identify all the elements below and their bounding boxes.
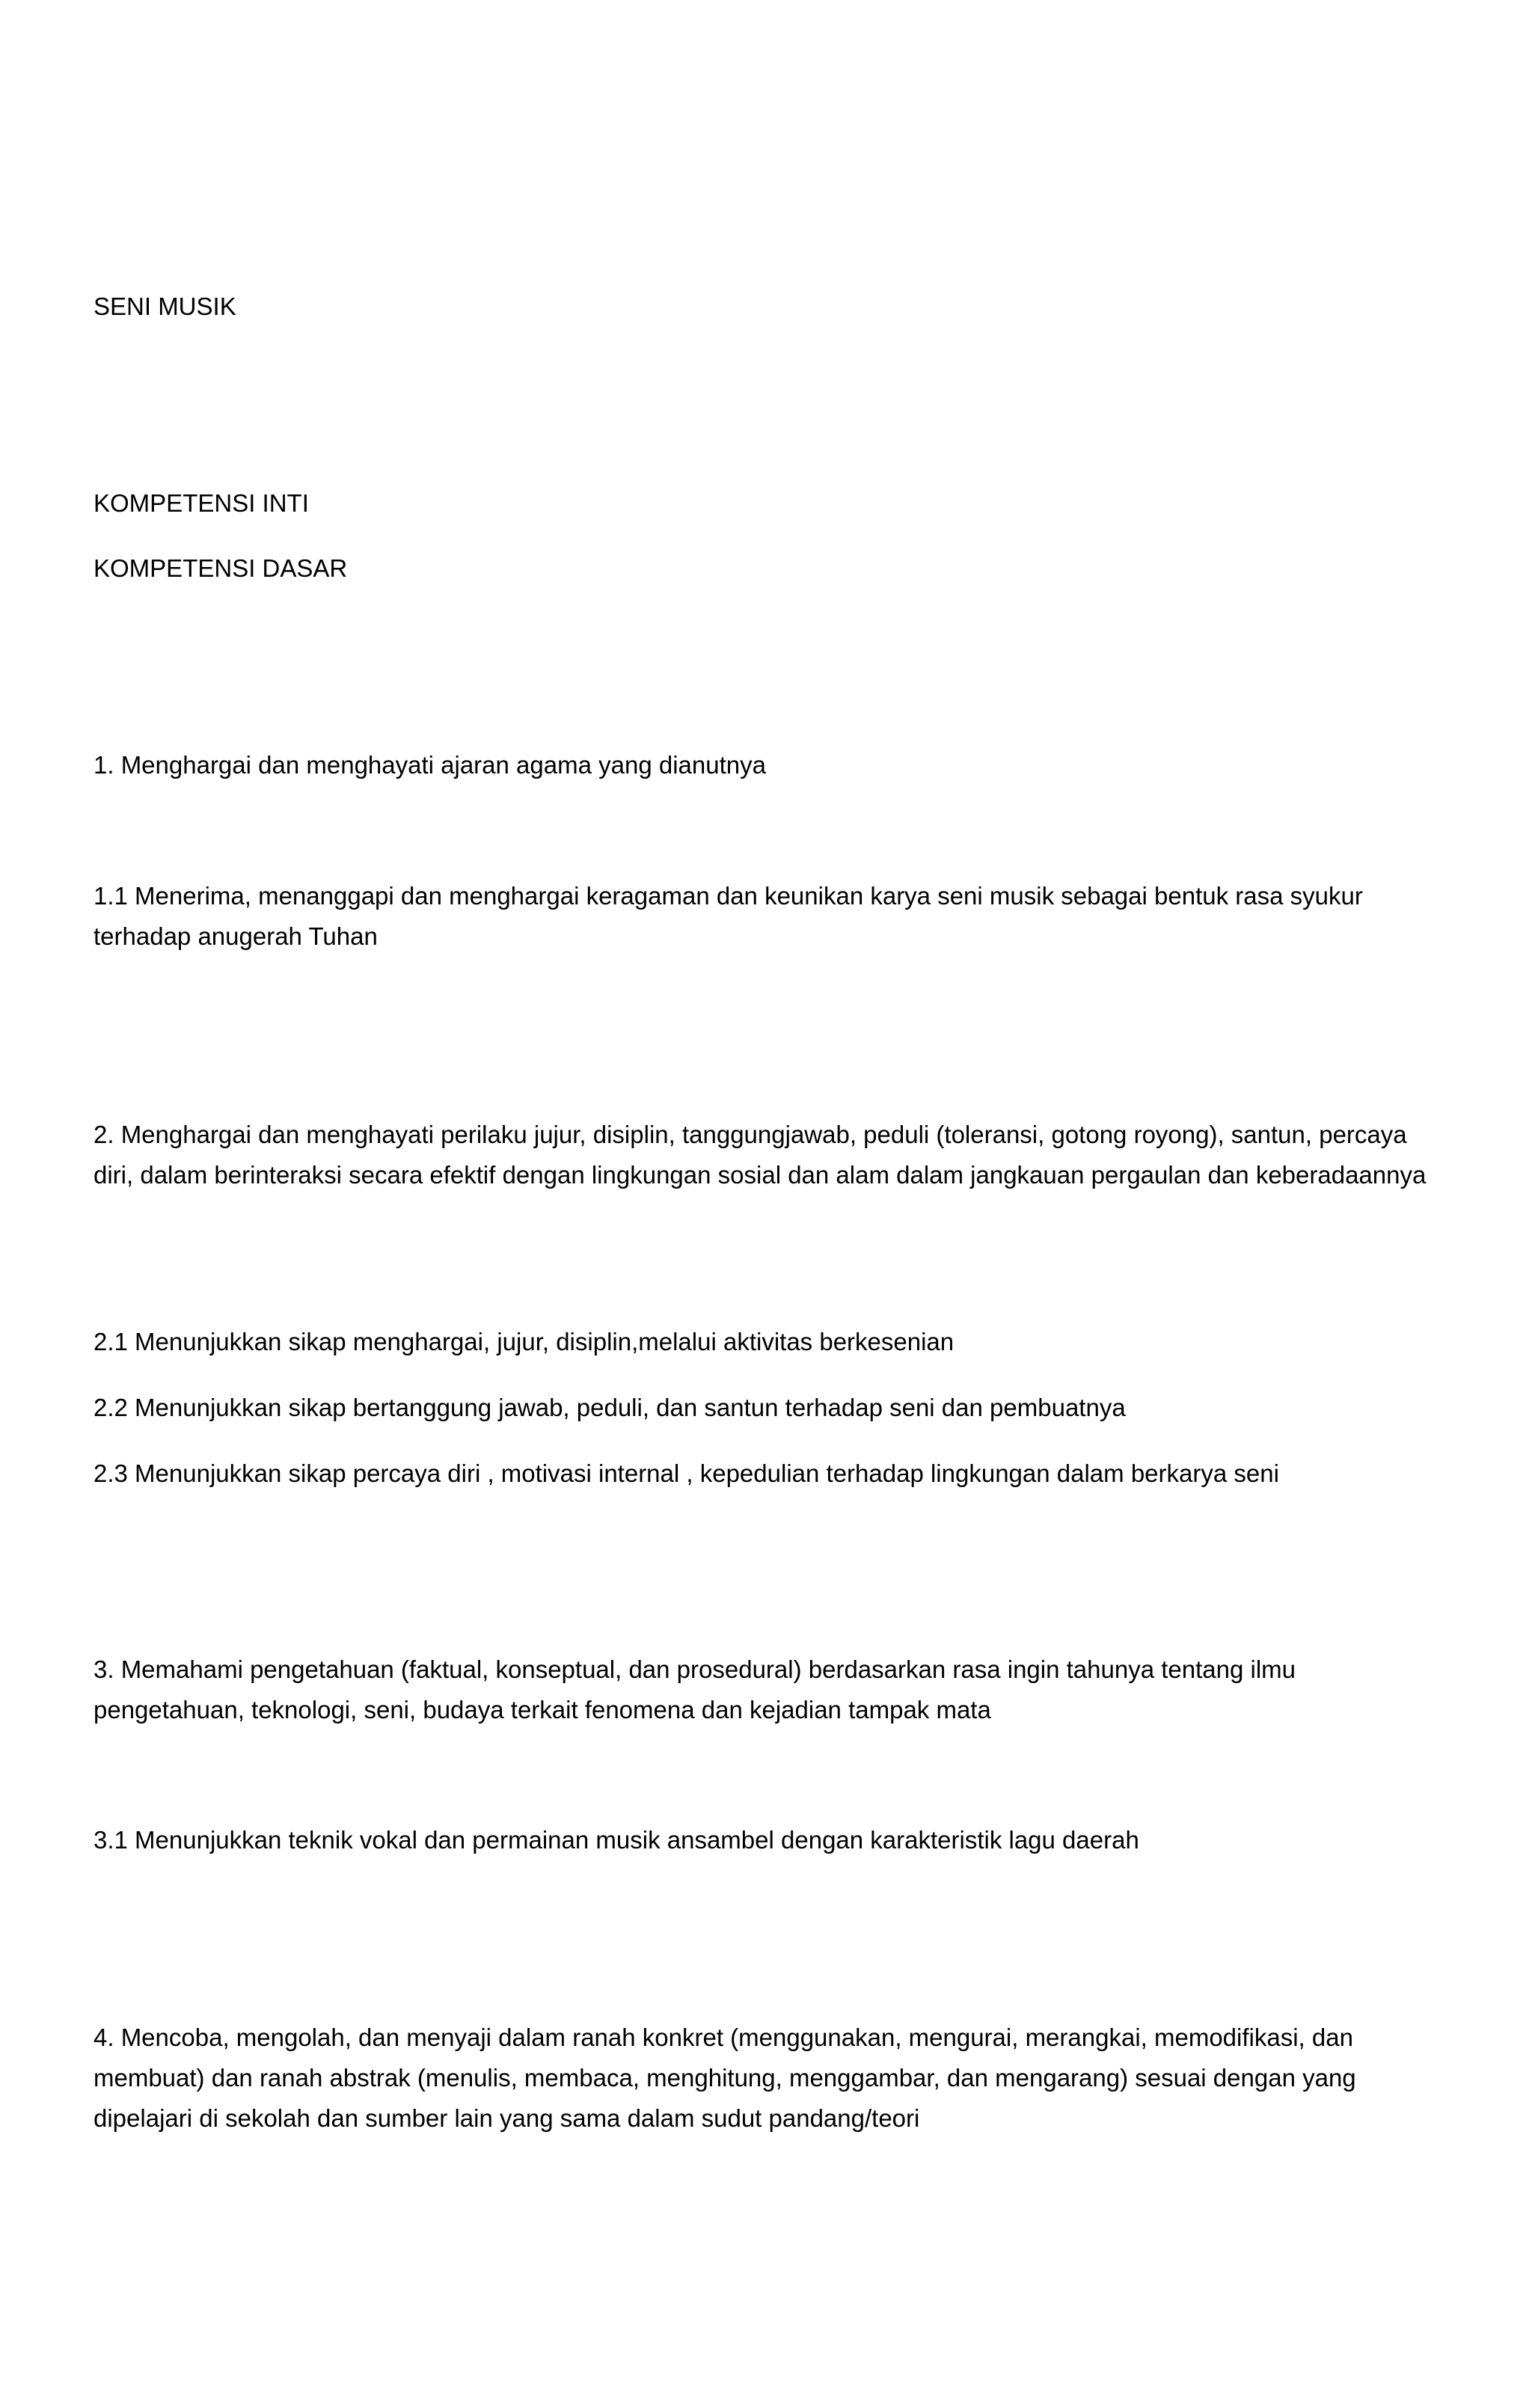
document-title: SENI MUSIK — [94, 292, 236, 320]
kd-item-2-2: 2.2 Menunjukkan sikap bertanggung jawab, peduli, dan santun terhadap seni dan pembuatnya — [94, 1394, 1126, 1421]
ki-item-2: 2. Menghargai dan menghayati perilaku jujur, disiplin, tanggungjawab, peduli (toleransi, gotong royong), santun, percaya diri, dalam berinteraksi secara efektif dengan lingkungan sosial dan alam dalam jangkauan pergaulan dan keberadaannya — [94, 1121, 1427, 1189]
heading-kompetensi-inti: KOMPETENSI INTI — [94, 489, 309, 517]
ki-item-1: 1. Menghargai dan menghayati ajaran agama yang dianutnya — [94, 751, 766, 779]
ki-item-3: 3. Memahami pengetahuan (faktual, konseptual, dan prosedural) berdasarkan rasa ingin tahunya tentang ilmu pengetahuan, teknologi, seni, budaya terkait fenomena dan kejadian tampak mata — [94, 1655, 1296, 1724]
kd-item-2-3: 2.3 Menunjukkan sikap percaya diri , motivasi internal , kepedulian terhadap lingkungan dalam berkarya seni — [94, 1459, 1279, 1487]
heading-kompetensi-dasar: KOMPETENSI DASAR — [94, 554, 348, 582]
kd-item-2-1: 2.1 Menunjukkan sikap menghargai, jujur, disiplin,melalui aktivitas berkesenian — [94, 1328, 955, 1355]
kd-item-3-1: 3.1 Menunjukkan teknik vokal dan permainan musik ansambel dengan karakteristik lagu daerah — [94, 1826, 1139, 1854]
ki-item-4: 4. Mencoba, mengolah, dan menyaji dalam ranah konkret (menggunakan, mengurai, merangkai, memodifikasi, dan membuat) dan ranah abstrak (menulis, membaca, menghitung, menggambar, dan mengarang) sesuai dengan yang dipelajari di sekolah dan sumber lain yang sama dalam sudut pandang/teori — [94, 2023, 1356, 2132]
kd-item-1-1: 1.1 Menerima, menanggapi dan menghargai keragaman dan keunikan karya seni musik sebagai bentuk rasa syukur terhadap anugerah Tuhan — [94, 882, 1363, 950]
